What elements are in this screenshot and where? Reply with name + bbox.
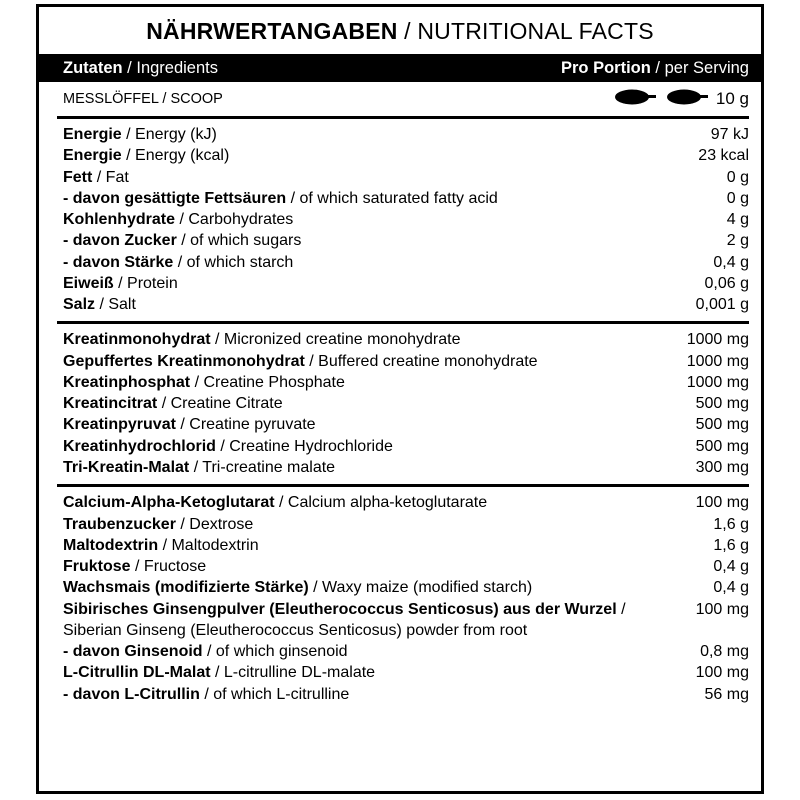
title-en: NUTRITIONAL FACTS [417,18,654,44]
header-ingredients-separator: / [122,58,137,77]
row-name-de: Salz [63,296,96,314]
row-value: 1000 mg [686,331,749,349]
row-names [63,252,293,273]
section-nutrition [39,119,761,321]
row-separator: / [158,536,172,554]
row-value: 0,4 g [713,579,749,597]
row-separator: / [175,416,190,434]
row-name-en: L-citrulline DL-malate [223,664,376,682]
table-row [57,188,749,209]
row-separator: / [113,274,128,292]
header-serving [561,59,749,78]
table-row [57,492,749,513]
row-separator: / [286,189,300,207]
row-name-en: Dextrose [189,515,254,533]
table-row [57,294,749,315]
row-value: 1,6 g [713,515,749,533]
scoop-label-de: MESSLÖFFEL [63,91,159,107]
table-row [57,514,749,535]
row-names [63,641,348,662]
row-separator: / [121,126,136,143]
row-separator: / [175,515,190,533]
row-name-en: Siberian Ginseng (Eleutherococcus Senticosus) powder from root [63,621,528,639]
row-name-en: Creatine Phosphate [203,373,345,391]
row-name-en: Creatine Citrate [170,395,283,413]
row-separator: / [176,232,191,250]
table-row [57,145,749,166]
row-name-de: Fett [63,168,93,186]
row-name-de: Gepuffertes Kreatinmonohydrat [63,352,305,370]
row-name-de: Fruktose [63,558,131,576]
row-names [63,209,293,230]
table-row [57,414,749,435]
row-name-de: - davon Ginsenoid [63,643,203,661]
row-value: 100 mg [695,600,749,618]
row-name-en: Carbohydrates [188,211,294,229]
title-separator: / [397,18,418,44]
row-names [63,167,129,188]
row-separator: / [189,458,203,476]
row-separator: / [616,600,626,618]
row-names [63,514,253,535]
row-names [63,577,532,598]
row-name-en: Energy (kJ) [135,126,217,143]
scoop-row [39,82,761,116]
row-separator: / [95,296,109,314]
row-name-de: Calcium-Alpha-Ketoglutarat [63,494,275,512]
table-row [57,556,749,577]
row-name-de: Maltodextrin [63,536,159,554]
scoop-icon [614,88,656,110]
row-separator: / [274,494,288,512]
table-row [57,329,749,350]
row-name-de: Kreatinhydrochlorid [63,437,216,455]
row-name-en: Fructose [143,558,207,576]
row-name-de: - davon Zucker [63,232,177,250]
row-value: 0,8 mg [700,643,749,661]
row-value: 100 mg [695,664,749,682]
scoop-amount: 10 g [715,89,749,108]
row-names [63,145,229,166]
row-separator: / [210,664,224,682]
row-names [63,492,487,513]
row-names [63,556,206,577]
row-name-de: L-Citrullin DL-Malat [63,664,211,682]
table-row [57,351,749,372]
row-name-de: Sibirisches Ginsengpulver (Eleutherococcus Senticosus) aus der Wurzel [63,600,617,618]
table-row [57,641,749,662]
row-names [63,372,345,393]
table-row [57,167,749,188]
row-names [63,414,316,435]
row-value: 1000 mg [686,352,749,370]
row-separator: / [121,147,136,165]
row-name-en: Fat [105,168,129,186]
table-row [57,662,749,683]
row-separator: / [304,352,319,370]
row-name-en: of which starch [186,253,294,271]
scoop-label [63,91,223,107]
row-name-en: Protein [127,274,178,292]
row-name-de: Kreatincitrat [63,395,158,413]
row-name-de: - davon gesättigte Fettsäuren [63,189,287,207]
row-name-de: Wachsmais (modifizierte Stärke) [63,579,309,597]
row-names [63,273,178,294]
table-row [57,684,749,705]
table-row [57,436,749,457]
row-value: 2 g [726,232,749,250]
row-separator: / [308,579,323,597]
row-value: 0,001 g [695,296,749,314]
row-name-de: - davon L-Citrullin [63,685,200,703]
row-names [63,230,301,251]
row-value: 23 kcal [698,147,749,165]
row-value: 56 mg [704,685,749,703]
row-name-en: of which ginsenoid [215,643,348,661]
row-value: 0,4 g [713,253,749,271]
page-title [39,7,761,54]
row-name-de: - davon Stärke [63,253,174,271]
row-separator: / [215,437,230,455]
row-value: 0,06 g [704,274,749,292]
row-value: 500 mg [695,395,749,413]
row-name-en: Tri-creatine malate [202,458,336,476]
scoop-right [614,88,749,110]
row-name-de: Tri-Kreatin-Malat [63,458,190,476]
row-value: 500 mg [695,416,749,434]
row-names [63,535,259,556]
table-row [57,457,749,478]
row-separator: / [199,685,214,703]
header-serving-de: Pro Portion [561,58,651,77]
row-names [63,457,335,478]
header-serving-en: per Serving [664,58,749,77]
section-creatine-blend [39,324,761,484]
row-value: 0 g [726,189,749,207]
row-names [63,684,349,705]
row-names [63,599,686,642]
section-other-ingredients [39,487,761,711]
header-ingredients [63,59,218,78]
row-names [63,393,283,414]
row-value: 97 kJ [710,126,749,143]
table-row [57,372,749,393]
table-row [57,209,749,230]
row-separator: / [190,373,204,391]
row-name-en: Maltodextrin [171,536,259,554]
table-row [57,273,749,294]
row-name-de: Eiweiß [63,274,114,292]
row-separator: / [92,168,106,186]
row-name-en: Buffered creatine monohydrate [318,352,538,370]
row-separator: / [202,643,216,661]
scoop-label-en: SCOOP [170,91,223,107]
table-row [57,599,749,642]
row-separator: / [210,331,224,349]
row-name-en: of which saturated fatty acid [299,189,498,207]
row-value: 0,4 g [713,558,749,576]
row-name-de: Traubenzucker [63,515,176,533]
row-name-en: Waxy maize (modified starch) [322,579,533,597]
row-separator: / [130,558,144,576]
row-names [63,436,393,457]
row-value: 0 g [726,168,749,186]
table-row [57,577,749,598]
row-name-en: Salt [108,296,136,314]
row-names [63,329,460,350]
row-separator: / [173,253,187,271]
scoop-icon [666,88,708,110]
table-row [57,252,749,273]
row-names [63,662,375,683]
row-name-en: Calcium alpha-ketoglutarate [287,494,488,512]
row-value: 1,6 g [713,536,749,554]
scoop-icons [614,88,708,110]
row-separator: / [157,395,171,413]
row-separator: / [175,211,189,229]
table-header-bar [39,54,761,82]
table-row [57,124,749,145]
row-names [63,294,136,315]
row-name-de: Energie [63,126,122,143]
row-name-en: of which sugars [190,232,302,250]
row-name-en: Micronized creatine monohydrate [223,331,461,349]
nutrition-facts-panel [36,4,764,794]
row-value: 100 mg [695,494,749,512]
scoop-label-separator: / [158,91,171,107]
header-serving-separator: / [650,58,665,77]
row-name-de: Kreatinphosphat [63,373,191,391]
header-ingredients-en: Ingredients [136,58,218,77]
row-value: 1000 mg [686,373,749,391]
row-name-de: Energie [63,147,122,165]
table-row [57,230,749,251]
title-de: NÄHRWERTANGABEN [146,18,398,44]
row-names [63,351,538,372]
row-name-de: Kohlenhydrate [63,211,176,229]
row-names [63,188,498,209]
row-name-en: Creatine Hydrochloride [229,437,393,455]
row-name-en: Energy (kcal) [135,147,230,165]
row-name-de: Kreatinmonohydrat [63,331,211,349]
row-value: 500 mg [695,437,749,455]
header-ingredients-de: Zutaten [63,58,123,77]
row-names [63,124,217,145]
row-name-en: Creatine pyruvate [189,416,316,434]
table-row [57,535,749,556]
row-value: 4 g [726,211,749,229]
row-value: 300 mg [695,458,749,476]
row-name-de: Kreatinpyruvat [63,416,176,434]
table-row [57,393,749,414]
row-name-en: of which L-citrulline [213,685,350,703]
